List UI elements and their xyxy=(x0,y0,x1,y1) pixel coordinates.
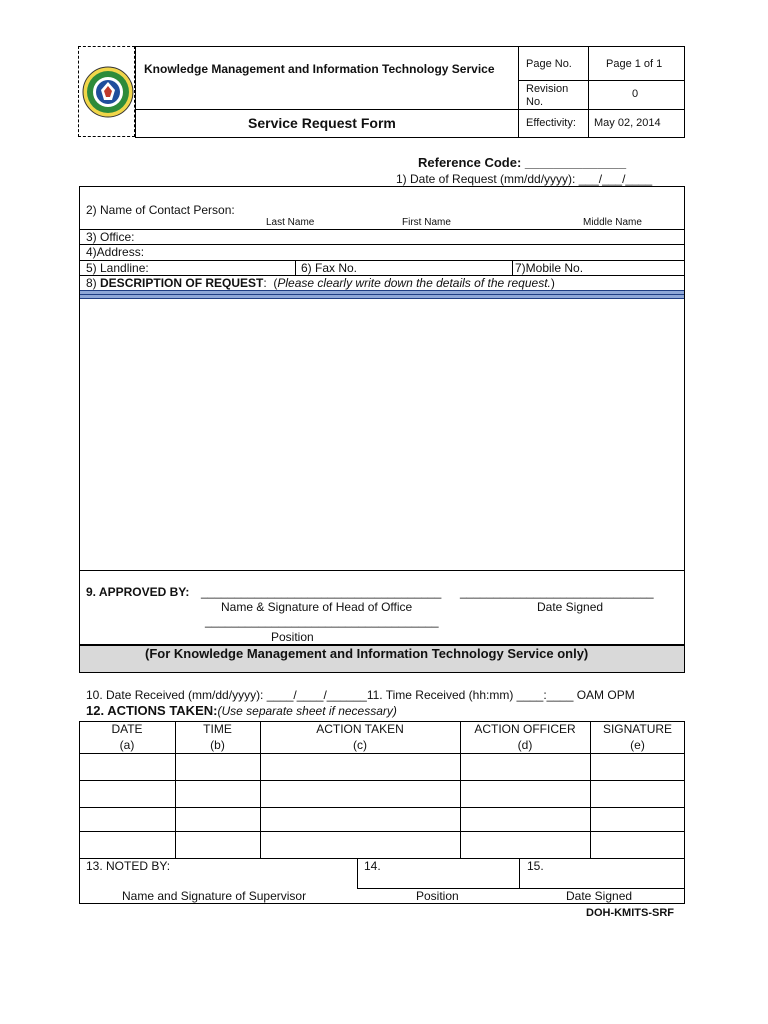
form-code: DOH-KMITS-SRF xyxy=(586,907,674,919)
date-signed-caption: Date Signed xyxy=(537,600,604,614)
date-signed-line: _____________________________ xyxy=(460,585,654,599)
description-label: 8) DESCRIPTION OF REQUEST: (Please clearly write down the details of the request.) xyxy=(86,276,555,290)
column-sub-time: (b) xyxy=(210,738,225,752)
position-line: ___________________________________ xyxy=(205,614,439,628)
reference-code: Reference Code: ______________ xyxy=(418,155,627,170)
page-no-value: Page 1 of 1 xyxy=(606,58,663,70)
item-15-label: 15. xyxy=(527,859,544,873)
supervisor-signature-caption: Name and Signature of Supervisor xyxy=(122,889,307,903)
revision-value: 0 xyxy=(632,88,639,100)
actions-taken-title: 12. ACTIONS TAKEN:(Use separate sheet if necessary) xyxy=(86,703,397,718)
item-14-label: 14. xyxy=(364,859,381,873)
column-sub-signature: (e) xyxy=(630,738,645,752)
head-signature-caption: Name & Signature of Head of Office xyxy=(221,600,413,614)
date-of-request: 1) Date of Request (mm/dd/yyyy): ___/___/____ xyxy=(396,172,653,186)
position-caption-2: Position xyxy=(416,889,459,903)
column-sub-date: (a) xyxy=(119,738,135,752)
fax-field: 6) Fax No. xyxy=(301,261,358,275)
column-header-signature: SIGNATURE xyxy=(602,722,673,736)
form-title: Service Request Form xyxy=(248,115,396,131)
column-header-action-taken: ACTION TAKEN xyxy=(316,722,404,736)
effectivity-value: May 02, 2014 xyxy=(594,117,661,129)
column-sub-action-officer: (d) xyxy=(517,738,533,752)
office-field: 3) Office: xyxy=(86,230,135,244)
revision-label: Revision No. xyxy=(526,83,569,108)
last-name-label: Last Name xyxy=(266,217,315,228)
kmits-only-label: (For Knowledge Management and Information Technology Service only) xyxy=(145,646,589,661)
page-no-label: Page No. xyxy=(526,58,572,70)
doh-seal-logo xyxy=(82,66,134,118)
column-header-time: TIME xyxy=(203,722,232,736)
first-name-label: First Name xyxy=(402,217,451,228)
landline-field: 5) Landline: xyxy=(86,261,149,275)
middle-name-label: Middle Name xyxy=(583,217,642,228)
approved-by-label: 9. APPROVED BY: xyxy=(86,585,190,599)
contact-name-label: 2) Name of Contact Person: xyxy=(86,203,235,217)
date-signed-caption-2: Date Signed xyxy=(566,889,633,903)
effectivity-label: Effectivity: xyxy=(526,117,576,129)
noted-by-label: 13. NOTED BY: xyxy=(86,859,171,873)
column-sub-action-taken: (c) xyxy=(353,738,367,752)
description-area[interactable] xyxy=(80,300,684,570)
column-header-date: DATE xyxy=(111,722,143,736)
column-header-action-officer: ACTION OFFICER xyxy=(474,722,576,736)
approver-signature-line: ____________________________________ xyxy=(201,585,442,599)
position-caption: Position xyxy=(271,630,314,644)
mobile-field: 7)Mobile No. xyxy=(515,261,584,275)
address-field: 4)Address: xyxy=(86,245,145,259)
received-line: 10. Date Received (mm/dd/yyyy): ____/____/______11. Time Received (hh:mm) ____:____ OAM OPM xyxy=(86,688,635,702)
org-name: Knowledge Management and Information Technology Service xyxy=(144,62,495,76)
